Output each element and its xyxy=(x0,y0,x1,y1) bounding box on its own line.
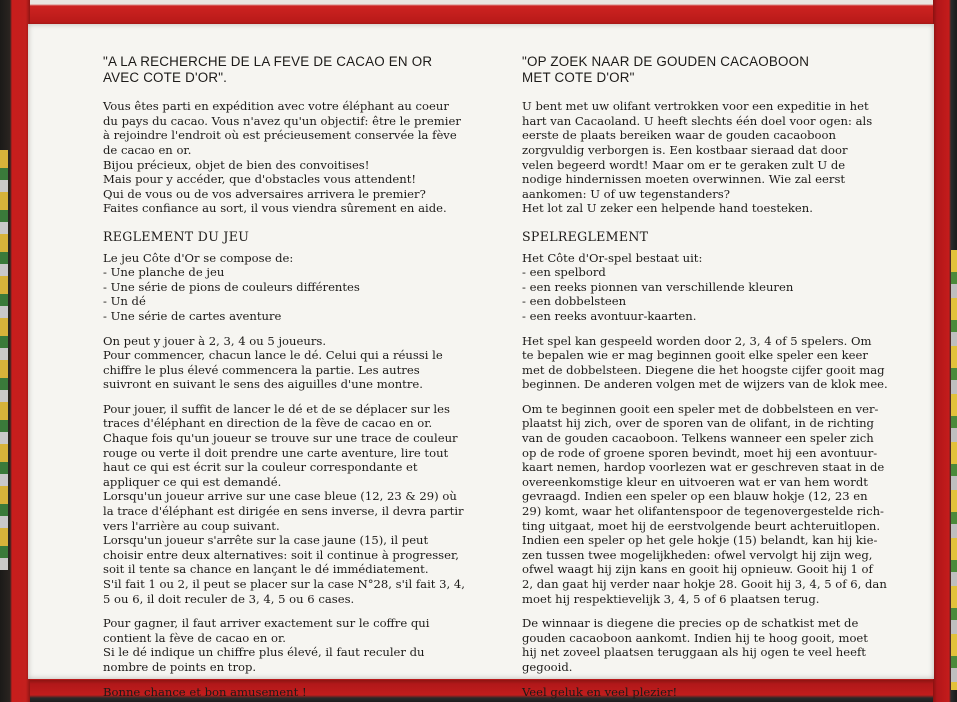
text-line: velen begeerd wordt! Maar om er te geraken zult U de xyxy=(522,157,846,172)
text-line: 29) komt, waar het olifantenspoor de tegenovergestelde rich- xyxy=(522,504,884,519)
text-line: Lorsqu'un joueur arrive sur une case bleue (12, 23 & 29) où xyxy=(103,489,457,504)
text-line: traces d'éléphant en direction de la fève de cacao en or. xyxy=(103,416,433,431)
dutch-closing: Veel geluk en veel plezier! xyxy=(522,684,678,699)
box-edge-artwork-right xyxy=(951,250,957,690)
text-line: haut ce qui est écrit sur la couleur correspondante et xyxy=(103,460,418,475)
dutch-intro xyxy=(522,99,912,216)
text-line: aankomen: U of uw tegenstanders? xyxy=(522,186,730,201)
text-line: Bijou précieux, objet de bien des convoitises! xyxy=(103,157,370,172)
text-line: hij net zoveel plaatsen teruggaan als hij ogen te veel heeft xyxy=(522,645,866,660)
text-line: Pour commencer, chacun lance le dé. Celui qui a réussi le xyxy=(103,348,443,363)
text-line: Faites confiance au sort, il vous viendra sûrement en aide. xyxy=(103,201,447,216)
title-line: "A LA RECHERCHE DE LA FEVE DE CACAO EN OR xyxy=(103,54,433,69)
text-line: chiffre le plus élevé commencera la partie. Les autres xyxy=(103,362,420,377)
list-item: - een reeks pionnen van verschillende kleuren xyxy=(522,279,794,294)
list-item: - Une série de pions de couleurs différentes xyxy=(103,279,360,294)
text-line: plaatst hij zich, over de sporen van de olifant, in de richting xyxy=(522,416,874,431)
text-line: Indien een speler op het gele hokje (15) belandt, kan hij kie- xyxy=(522,533,878,548)
text-line: De winnaar is diegene die precies op de schatkist met de xyxy=(522,616,859,631)
text-line: eerste de plaats bereiken waar de gouden cacaoboon xyxy=(522,128,836,143)
text-line: Chaque fois qu'un joueur se trouve sur une trace de couleur xyxy=(103,431,458,446)
list-item: - een reeks avontuur-kaarten. xyxy=(522,308,697,323)
box-edge-artwork-left xyxy=(0,150,8,570)
text-line: moet hij respektievelijk 3, 4, 5 of 6 plaatsen terug. xyxy=(522,591,820,606)
text-line: Pour jouer, il suffit de lancer le dé et de se déplacer sur les xyxy=(103,401,450,416)
french-rules-heading: REGLEMENT DU JEU xyxy=(103,228,250,244)
text-line: op de rode of groene sporen bevindt, moet hij een avontuur- xyxy=(522,445,878,460)
list-item: - een dobbelsteen xyxy=(522,294,627,309)
dutch-components xyxy=(522,251,912,324)
text-line: ting uitgaat, moet hij de eerstvolgende beurt achteruitlopen. xyxy=(522,518,881,533)
dutch-win xyxy=(522,616,912,674)
title-line: "OP ZOEK NAAR DE GOUDEN CACAOBOON xyxy=(522,54,810,69)
dutch-start xyxy=(522,334,912,392)
text-line: vers l'arrière au coup suivant. xyxy=(103,518,280,533)
french-start xyxy=(103,334,493,392)
text-line: nombre de points en trop. xyxy=(103,659,257,674)
text-line: Mais pour y accéder, que d'obstacles vous attendent! xyxy=(103,172,417,187)
text-line: rouge ou verte il doit prendre une carte aventure, lire tout xyxy=(103,445,449,460)
text-line: van de gouden cacaoboon. Telkens wanneer een speler zich xyxy=(522,431,874,446)
text-line: Het lot zal U zeker een helpende hand toesteken. xyxy=(522,201,813,216)
text-line: à rejoindre l'endroit où est précieusement conservée la fève xyxy=(103,128,457,143)
list-item: - Un dé xyxy=(103,294,146,309)
text-line: beginnen. De anderen volgen met de wijzers van de klok mee. xyxy=(522,377,888,392)
text-line: met de dobbelsteen. Diegene die het hoogste cijfer gooit mag xyxy=(522,362,885,377)
text-line: ofwel waagt hij zijn kans en gooit hij opnieuw. Gooit hij 1 of xyxy=(522,562,873,577)
text-line: Vous êtes parti en expédition avec votre éléphant au coeur xyxy=(103,99,449,114)
text-line: de cacao en or. xyxy=(103,142,192,157)
dutch-column xyxy=(522,54,912,699)
text-line: gevraagd. Indien een speler op een blauw hokje (12, 23 en xyxy=(522,489,868,504)
dutch-rules xyxy=(522,402,912,606)
text-line: appliquer ce qui est demandé. xyxy=(103,474,282,489)
text-line: Si le dé indique un chiffre plus élevé, il faut reculer du xyxy=(103,645,425,660)
text-line: U bent met uw olifant vertrokken voor een expeditie in het xyxy=(522,99,869,114)
text-line: Om te beginnen gooit een speler met de dobbelsteen en ver- xyxy=(522,401,879,416)
text-line: Lorsqu'un joueur s'arrête sur la case jaune (15), il peut xyxy=(103,533,429,548)
text-line: kaart nemen, hardop voorlezen wat er geschreven staat in de xyxy=(522,460,885,475)
text-line: 5 ou 6, il doit reculer de 3, 4, 5 ou 6 cases. xyxy=(103,591,355,606)
dutch-title xyxy=(522,54,912,85)
list-item: - Une planche de jeu xyxy=(103,265,225,280)
text-line: contient la fève de cacao en or. xyxy=(103,630,286,645)
list-item: - een spelbord xyxy=(522,265,606,280)
text-line: Het Côte d'Or-spel bestaat uit: xyxy=(522,250,703,265)
text-line: zen tussen twee mogelijkheden: ofwel vervolgt hij zijn weg, xyxy=(522,547,873,562)
text-line: nodige hindernissen moeten overwinnen. Wie zal eerst xyxy=(522,172,846,187)
french-column xyxy=(103,54,493,699)
french-closing: Bonne chance et bon amusement ! xyxy=(103,684,307,699)
text-line: gouden cacaoboon aankomt. Indien hij te hoog gooit, moet xyxy=(522,630,868,645)
title-line: MET COTE D'OR" xyxy=(522,69,635,85)
rules-sheet xyxy=(28,24,934,699)
text-line: choisir entre deux alternatives: soit il continue à progresser, xyxy=(103,547,459,562)
text-line: Het spel kan gespeeld worden door 2, 3, 4 of 5 spelers. Om xyxy=(522,333,872,348)
text-line: la trace d'éléphant est dirigée en sens inverse, il devra partir xyxy=(103,504,464,519)
text-line: 2, dan gaat hij verder naar hokje 28. Gooit hij 3, 4, 5 of 6, dan xyxy=(522,577,887,591)
text-line: gegooid. xyxy=(522,659,573,674)
text-line: soit il tente sa chance en lançant le dé immédiatement. xyxy=(103,562,429,577)
title-line: AVEC COTE D'OR". xyxy=(103,69,228,85)
french-components xyxy=(103,251,493,324)
text-line: te bepalen wie er mag beginnen gooit elke speler een keer xyxy=(522,348,868,363)
text-line: S'il fait 1 ou 2, il peut se placer sur la case N°28, s'il fait 3, 4, xyxy=(103,577,465,591)
text-line: Le jeu Côte d'Or se compose de: xyxy=(103,250,294,265)
text-line: du pays du cacao. Vous n'avez qu'un objectif: être le premier xyxy=(103,113,461,128)
text-line: suivront en suivant le sens des aiguilles d'une montre. xyxy=(103,377,423,392)
french-win xyxy=(103,616,493,674)
text-line: Qui de vous ou de vos adversaires arrivera le premier? xyxy=(103,186,426,201)
french-intro xyxy=(103,99,493,216)
list-item: - Une série de cartes aventure xyxy=(103,308,282,323)
french-title xyxy=(103,54,493,85)
dutch-rules-heading: SPELREGLEMENT xyxy=(522,228,649,244)
text-line: Pour gagner, il faut arriver exactement sur le coffre qui xyxy=(103,616,430,631)
text-line: hart van Cacaoland. U heeft slechts één doel voor ogen: als xyxy=(522,113,873,128)
text-line: zorgvuldig verborgen is. Een kostbaar sieraad dat door xyxy=(522,142,848,157)
text-line: On peut y jouer à 2, 3, 4 ou 5 joueurs. xyxy=(103,333,327,348)
box-frame-top xyxy=(0,0,957,26)
text-line: overeenkomstige kleur en uitvoeren wat er van hem wordt xyxy=(522,474,868,489)
french-rules xyxy=(103,402,493,606)
